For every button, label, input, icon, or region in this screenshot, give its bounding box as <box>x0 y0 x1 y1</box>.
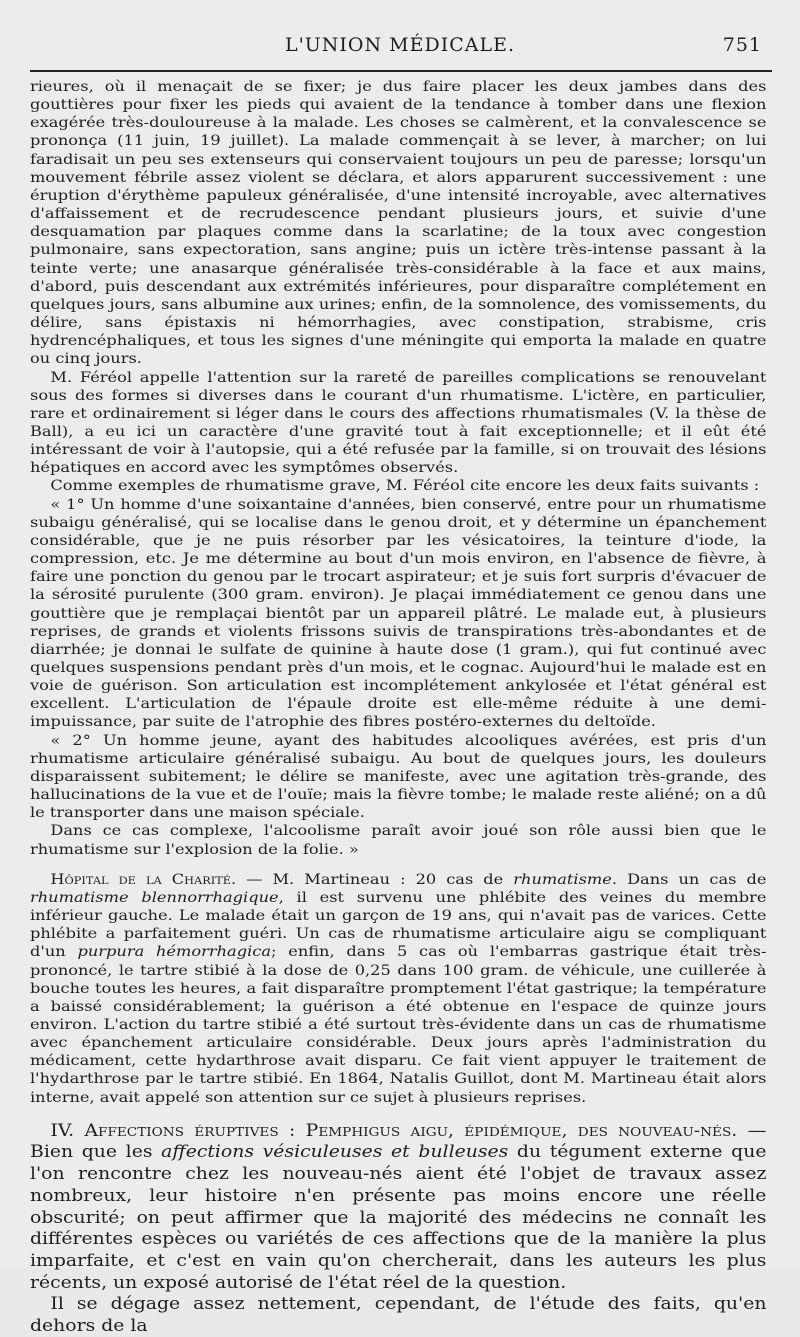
hospital-label: Hôpital de la Charité. <box>50 871 237 888</box>
section-four-continuation: Il se dégage assez nettement, cependant, de l'étude des faits, qu'en dehors de la <box>30 1294 767 1336</box>
running-head <box>28 34 772 64</box>
running-title: L'UNION MÉDICALE. <box>284 34 516 56</box>
paragraph-hospital-charite: Hôpital de la Charité. — M. Martineau : 20 cas de rhumatisme. Dans un cas de rhumatisme blennorrhagique, il est survenu une phlébite des veines du membre inférieur gauche. Le malade était un garçon de 19 ans, qui n'avait pas de varices. Cette phlébite a parfaitement guéri. Un cas de rhumatisme articulaire aigu se compliquant d'un purpura hémorrhagica; enfin, dans 5 cas où l'embarras gastrique était très-prononcé, le tartre stibié à la dose de 0,25 dans 100 gram. de véhicule, une cuillerée à bouche toutes les heures, a fait disparaître promptement l'état gastrique; la température a baissé considérablement; la guérison a été obtenue en l'espace de quinze jours environ. L'action du tartre stibié a été surtout très-évidente dans un cas de rhumatisme avec épanchement articulaire considérable. Deux jours après l'administration du médicament, cette hydarthrose avait disparu. Ce fait vient appuyer le traitement de l'hydarthrose par le tartre stibié. En 1864, Natalis Guillot, dont M. Martineau était alors interne, avait appelé son attention sur ce sujet à plusieurs reprises. <box>30 871 767 1106</box>
page-number: 751 <box>722 34 762 56</box>
paragraph-case-continuation: rieures, où il menaçait de se fixer; je dus faire placer les deux jambes dans des gouttières pour fixer les pieds qui avaient de la tendance à tomber dans une flexion exagérée très-douloureuse à la malade. Les choses se calmèrent, et la convalescence se prononça (11 juin, 19 juillet). La malade commençait à se lever, à marcher; on lui faradisait un peu ses extenseurs qui conservaient toujours un peu de paresse; lorsqu'un mouvement fébrile assez violent se déclara, et alors apparurent successivement : une éruption d'érythème papuleux généralisée, d'une intensité incroyable, avec alternatives d'affaissement et de recrudescence pendant plusieurs jours, et suivie d'une desquamation par plaques comme dans la scarlatine; de la toux avec congestion pulmonaire, sans expectoration, sans angine; puis un ictère très-intense passant à la teinte verte; une anasarque généralisée très-considérable à la face et aux mains, d'abord, puis descendant aux extrémités inférieures, pour disparaître complétement en quelques jours, sans albumine aux urines; enfin, de la somnolence, des vomissements, du délire, sans épistaxis ni hémorrhagies, avec constipation, strabisme, cris hydrencéphaliques, et tous les signes d'une méningite qui emporta la malade en quatre ou cinq jours. <box>30 79 767 368</box>
paragraph-alcoholism: Dans ce cas complexe, l'alcoolisme paraît avoir joué son rôle aussi bien que le rhumatisme sur l'explosion de la folie. » <box>30 823 767 858</box>
paragraph-ferreol-remarks: M. Féréol appelle l'attention sur la rareté de pareilles complications se renouvelant sous des formes si diverses dans le courant d'un rhumatisme. L'ictère, en particulier, rare et ordinairement si léger dans le cours des affections rhumatismales (V. la thèse de Ball), a eu ici un caractère d'une gravité tout à fait exceptionnelle; et il eût été intéressant de voir à l'autopsie, qui a été refusée par la famille, si on trouvait des lésions hépatiques en accord avec les symptômes observés. <box>30 369 767 477</box>
paragraph-case-two: « 2° Un homme jeune, ayant des habitudes alcooliques avérées, est pris d'un rhumatisme articulaire généralisé subaigu. Au bout de quelques jours, les douleurs disparaissent subitement; le délire se manifeste, avec une agitation très-grande, des hallucinations de la vue et de l'ouïe; mais la fièvre tombe; le malade reste aliéné; on a dû le transporter dans une maison spéciale. <box>30 732 767 822</box>
paragraph-examples-intro: Comme exemples de rhumatisme grave, M. Féréol cite encore les deux faits suivants : <box>50 478 760 495</box>
article-body <box>30 78 766 1337</box>
section-four-paragraph: IV. Affections éruptives : Pemphigus aigu, épidémique, des nouveau-nés. — Bien que les affections vésiculeuses et bulleuses du tégument externe que l'on rencontre chez les nouveau-nés aient été l'objet de travaux assez nombreux, leur histoire n'en présente pas moins encore une réelle obscurité; on peut affirmer que la majorité des médecins ne connaît les différentes espèces ou variétés de ces affections que de la manière la plus imparfaite, et c'est en vain qu'on chercherait, dans les auteurs les plus récents, un exposé autorisé de l'état réel de la question. <box>30 1120 767 1292</box>
paragraph-case-one: « 1° Un homme d'une soixantaine d'années, bien conservé, entre pour un rhumatisme subaigu généralisé, qui se localise dans le genou droit, et y détermine un épanchement considérable, que je ne puis résorber par les vésicatoires, la teinture d'iode, la compression, etc. Je me détermine au bout d'un mois environ, en l'absence de fièvre, à faire une ponction du genou par le trocart aspirateur; et je suis fort surpris d'évacuer de la sérosité purulente (300 gram. environ). Je plaçai immédiatement ce genou dans une gouttière que je remplaçai bientôt par un appareil plâtré. Le malade eut, à plusieurs reprises, de grands et violents frissons suivis de transpirations très-abondantes et de diarrhée; je donnai le sulfate de quinine à haute dose (1 gram.), qui fut continué avec quelques suspensions pendant près d'un mois, et le cognac. Aujourd'hui le malade est en voie de guérison. Son articulation est incomplétement ankylosée et l'état général est excellent. L'articulation de l'épaule droite est elle-même réduite à une demi-impuissance, par suite de l'atrophie des fibres postéro-externes du deltoïde. <box>30 496 767 731</box>
section-four-heading: IV. Affections éruptives : Pemphigus aigu, épidémique, des nouveau-nés. <box>50 1120 738 1140</box>
header-rule <box>30 70 772 72</box>
